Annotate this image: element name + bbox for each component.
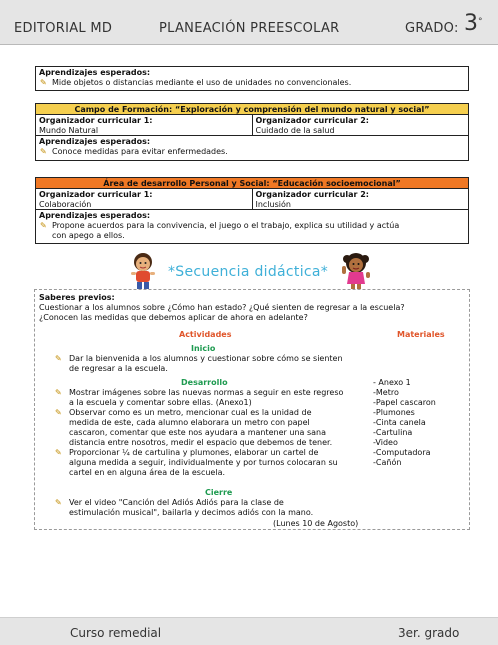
saberes-line-2: ¿Conocen las medidas que debemos aplicar de ahora en adelante?	[39, 313, 308, 322]
pencil-icon: ✎	[40, 78, 47, 87]
aprendizaje-item	[36, 78, 468, 88]
pencil-icon: ✎	[55, 354, 62, 363]
area-desarrollo-block	[35, 177, 469, 244]
desarrollo-item-2-line-4: distancia entre nosotros, medir el espacio que debemos de tener.	[69, 438, 333, 447]
secuencia-title: *Secuencia didáctica*	[168, 264, 329, 280]
material-item: -Cartulina	[373, 428, 413, 437]
cierre-heading: Cierre	[205, 488, 233, 497]
footer-grade: 3er. grado	[398, 626, 460, 640]
organizador-2-label: Organizador curricular 2:	[255, 116, 369, 125]
desarrollo-item-2-line-3: cascaron, comentar que este nos ayudara a mantener una sana	[69, 428, 327, 437]
organizador-2-cell	[253, 115, 469, 135]
desarrollo-item-2-line-1: Observar como es un metro, mencionar cual es la unidad de	[69, 408, 312, 417]
pencil-icon: ✎	[55, 408, 62, 417]
organizador-1-cell	[36, 189, 253, 209]
organizador-1-value: Mundo Natural	[39, 126, 99, 135]
desarrollo-item-3-line-2: alguna medida a seguir, individualmente y por turnos colocaran su	[69, 458, 338, 467]
grade-degree: °	[478, 17, 483, 27]
saberes-label: Saberes previos:	[39, 293, 115, 302]
campo-formacion-band: Campo de Formación: “Exploración y comprensión del mundo natural y social”	[36, 104, 468, 115]
grade-number: 3	[464, 11, 479, 36]
organizador-2-label: Organizador curricular 2:	[255, 190, 369, 199]
aprendizajes-label: Aprendizajes esperados:	[39, 211, 151, 220]
desarrollo-heading: Desarrollo	[181, 378, 228, 387]
publisher-name: EDITORIAL MD	[14, 21, 113, 36]
desarrollo-item-1-line-2: a la escuela y comentar sobre ellas. (Anexo1)	[69, 398, 252, 407]
inicio-line-2: de regresar a la escuela.	[69, 364, 168, 373]
actividades-heading: Actividades	[179, 330, 232, 339]
material-item: -Plumones	[373, 408, 415, 417]
boy-illustration	[128, 252, 158, 290]
material-item: -Papel cascaron	[373, 398, 436, 407]
organizador-1-label: Organizador curricular 1:	[39, 190, 153, 199]
aprendizaje-text-line-1: Propone acuerdos para la convivencia, el juego o el trabajo, explica su utilidad y actúa	[52, 221, 400, 230]
organizador-1-value: Colaboración	[39, 200, 92, 209]
secuencia-didactica-box	[34, 289, 470, 530]
saberes-line-1: Cuestionar a los alumnos sobre ¿Cómo han estado? ¿Qué sienten de regresar a la escuela?	[39, 303, 405, 312]
page-header	[0, 0, 498, 45]
document-title: PLANEACIÓN PREESCOLAR	[159, 21, 340, 36]
material-item: -Video	[373, 438, 398, 447]
material-item: -Metro	[373, 388, 399, 397]
organizador-1-label: Organizador curricular 1:	[39, 116, 153, 125]
desarrollo-item-2-line-2: medida de este, cada alumno elaborara un metro con papel	[69, 418, 310, 427]
session-date: (Lunes 10 de Agosto)	[273, 519, 359, 528]
inicio-line-1: Dar la bienvenida a los alumnos y cuestionar sobre cómo se sienten	[69, 354, 343, 363]
area-desarrollo-band: Área de desarrollo Personal y Social: “Educación socioemocional”	[36, 178, 468, 189]
aprendizajes-row	[36, 136, 468, 157]
aprendizaje-item	[36, 147, 468, 157]
materiales-heading: Materiales	[397, 330, 445, 339]
organizador-2-value: Cuidado de la salud	[255, 126, 335, 135]
aprendizajes-block-math	[35, 66, 469, 91]
desarrollo-item-1-line-1: Mostrar imágenes sobre las nuevas normas a seguir en este regreso	[69, 388, 344, 397]
pencil-icon: ✎	[55, 498, 62, 507]
aprendizaje-item	[36, 221, 468, 241]
footer-course: Curso remedial	[70, 626, 162, 640]
aprendizajes-label: Aprendizajes esperados:	[39, 137, 151, 146]
pencil-icon: ✎	[40, 221, 47, 230]
organizador-2-value: Inclusión	[255, 200, 291, 209]
cierre-line-1: Ver el video "Canción del Adiós Adiós para la clase de	[69, 498, 284, 507]
pencil-icon: ✎	[55, 388, 62, 397]
material-item: -Cinta canela	[373, 418, 426, 427]
girl-illustration	[340, 252, 372, 290]
material-item: - Anexo 1	[373, 378, 411, 387]
cierre-line-2: estimulación musical", bailarla y decimos adiós con la mano.	[69, 508, 314, 517]
grade-label: GRADO:	[405, 21, 459, 36]
organizadores-row	[36, 115, 468, 136]
page-footer	[0, 617, 498, 645]
material-item: -Cañón	[373, 458, 402, 467]
aprendizaje-text-line-2: con apego a ellos.	[52, 231, 125, 240]
desarrollo-item-3-line-3: cartel en en alguna área de la escuela.	[69, 468, 226, 477]
organizador-1-cell	[36, 115, 253, 135]
pencil-icon: ✎	[55, 448, 62, 457]
desarrollo-item-3-line-1: Proporcionar ¼ de cartulina y plumones, elaborar un cartel de	[69, 448, 319, 457]
aprendizaje-text: Conoce medidas para evitar enfermedades.	[52, 147, 228, 156]
aprendizajes-row	[36, 210, 468, 241]
material-item: -Computadora	[373, 448, 431, 457]
pencil-icon: ✎	[40, 147, 47, 156]
aprendizajes-label: Aprendizajes esperados:	[39, 68, 151, 77]
organizador-2-cell	[253, 189, 469, 209]
aprendizaje-text: Mide objetos o distancias mediante el uso de unidades no convencionales.	[52, 78, 352, 87]
organizadores-row	[36, 189, 468, 210]
campo-formacion-block	[35, 103, 469, 161]
inicio-heading: Inicio	[191, 344, 216, 353]
